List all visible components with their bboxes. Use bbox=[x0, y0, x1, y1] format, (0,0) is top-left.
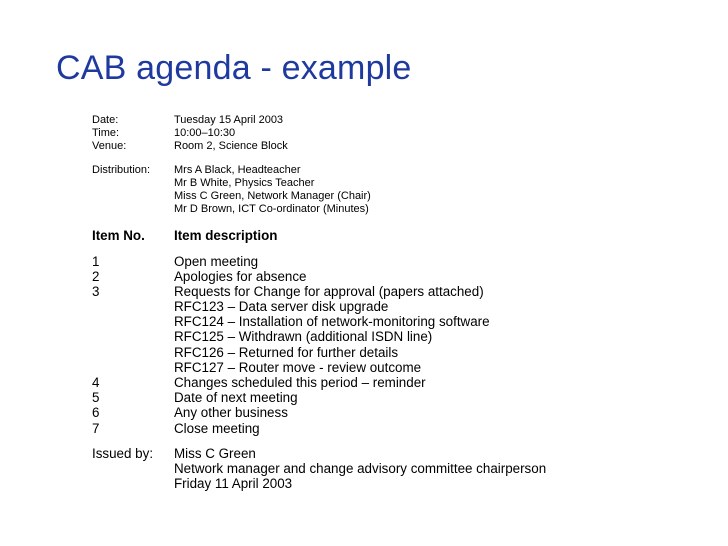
agenda-item bbox=[92, 254, 692, 269]
items-header bbox=[92, 228, 692, 243]
item-description: Any other business bbox=[174, 405, 288, 421]
item-description-header: Item description bbox=[174, 228, 278, 244]
issued-by-name: Miss C Green bbox=[174, 445, 256, 461]
item-number: 3 bbox=[92, 283, 100, 299]
item-description: Open meeting bbox=[174, 253, 259, 269]
issued-by-row bbox=[92, 461, 692, 476]
item-description: Close meeting bbox=[174, 420, 260, 436]
item-description: RFC125 – Withdrawn (additional ISDN line) bbox=[174, 329, 433, 345]
distribution-person: Mrs A Black, Headteacher bbox=[174, 163, 301, 176]
issued-by-label: Issued by: bbox=[92, 445, 154, 461]
distribution-person: Miss C Green, Network Manager (Chair) bbox=[174, 189, 371, 202]
item-description: Changes scheduled this period – reminder bbox=[174, 375, 426, 390]
agenda-subitem bbox=[92, 345, 692, 360]
agenda-document bbox=[92, 114, 692, 491]
issued-date: Friday 11 April 2003 bbox=[174, 476, 293, 492]
item-number: 5 bbox=[92, 390, 100, 406]
agenda-subitem bbox=[92, 360, 692, 375]
venue-label: Venue: bbox=[92, 140, 127, 153]
item-description: Apologies for absence bbox=[174, 268, 307, 284]
distribution-row bbox=[92, 203, 692, 216]
agenda-subitem bbox=[92, 314, 692, 329]
agenda-item bbox=[92, 390, 692, 405]
agenda-item bbox=[92, 405, 692, 420]
issued-by-row bbox=[92, 446, 692, 461]
date-label: Date: bbox=[92, 114, 119, 126]
distribution-person: Mr D Brown, ICT Co-ordinator (Minutes) bbox=[174, 203, 369, 216]
issued-by-row bbox=[92, 476, 692, 491]
item-description: RFC124 – Installation of network-monitoring software bbox=[174, 314, 490, 330]
venue-row bbox=[92, 140, 692, 153]
distribution-person: Mr B White, Physics Teacher bbox=[174, 176, 315, 189]
agenda-subitem bbox=[92, 299, 692, 314]
agenda-item bbox=[92, 284, 692, 299]
agenda-item bbox=[92, 375, 692, 390]
agenda-item bbox=[92, 269, 692, 284]
agenda-subitem bbox=[92, 329, 692, 344]
item-description: RFC123 – Data server disk upgrade bbox=[174, 299, 389, 315]
distribution-row bbox=[92, 190, 692, 203]
time-row bbox=[92, 127, 692, 140]
item-number: 1 bbox=[92, 253, 100, 269]
date-row bbox=[92, 114, 692, 127]
item-description: RFC126 – Returned for further details bbox=[174, 344, 399, 360]
item-number: 6 bbox=[92, 405, 100, 421]
item-number-header: Item No. bbox=[92, 228, 145, 244]
venue-value: Room 2, Science Block bbox=[174, 140, 288, 153]
item-description: RFC127 – Router move - review outcome bbox=[174, 359, 422, 375]
item-description: Requests for Change for approval (papers attached) bbox=[174, 283, 484, 299]
slide-title: CAB agenda - example bbox=[56, 49, 412, 87]
time-value: 10:00–10:30 bbox=[174, 127, 236, 140]
distribution-row bbox=[92, 177, 692, 190]
agenda-item bbox=[92, 421, 692, 436]
item-number: 2 bbox=[92, 268, 100, 284]
item-number: 4 bbox=[92, 375, 100, 390]
time-label: Time: bbox=[92, 127, 120, 140]
issued-by-role: Network manager and change advisory committee chairperson bbox=[174, 460, 547, 476]
distribution-row bbox=[92, 164, 692, 177]
date-value: Tuesday 15 April 2003 bbox=[174, 114, 284, 126]
distribution-label: Distribution: bbox=[92, 163, 151, 176]
item-number: 7 bbox=[92, 420, 100, 436]
item-description: Date of next meeting bbox=[174, 390, 298, 406]
